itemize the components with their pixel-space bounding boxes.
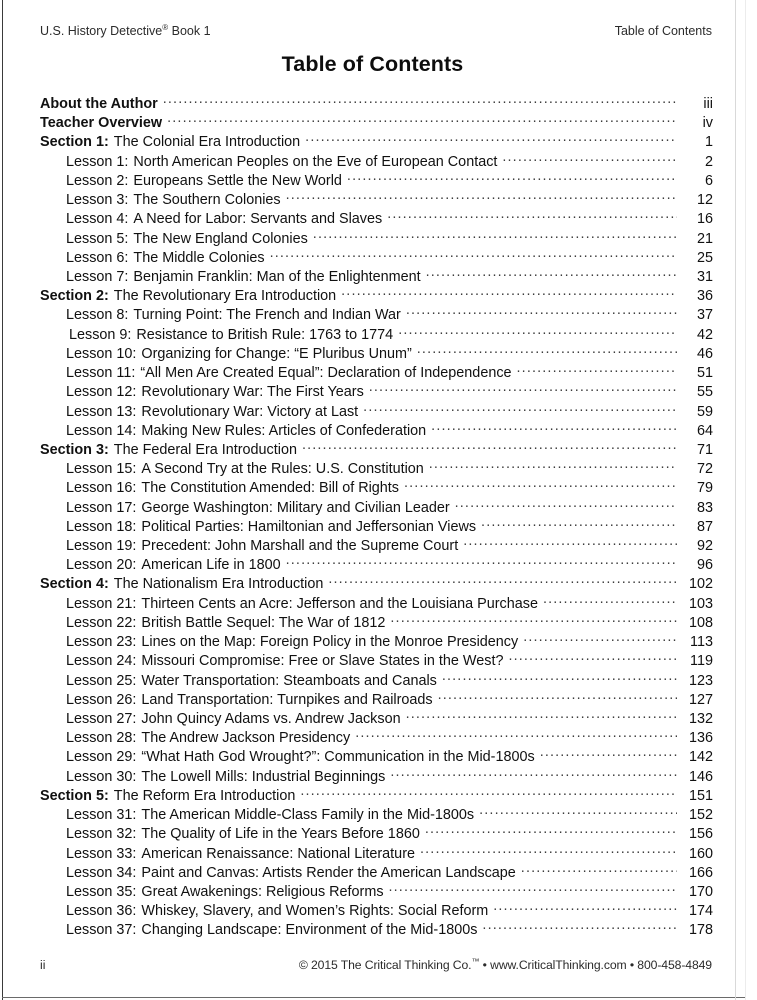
toc-entry-label	[40, 730, 353, 746]
toc-entry-title: George Washington: Military and Civilian Leader	[141, 499, 450, 516]
toc-entry[interactable]	[40, 671, 713, 690]
toc-entry-page-number: 92	[696, 538, 713, 555]
toc-entry-title: Paint and Canvas: Artists Render the American Landscape	[141, 864, 516, 881]
toc-dot-leader	[286, 555, 677, 569]
toc-entry-title: Revolutionary War: Victory at Last	[141, 403, 359, 420]
toc-entry-title: The Colonial Era Introduction	[113, 134, 301, 151]
toc-entry-title: The Middle Colonies	[133, 249, 265, 266]
toc-entry-title: The Nationalism Era Introduction	[113, 576, 324, 593]
toc-entry[interactable]	[40, 382, 713, 401]
toc-entry[interactable]	[40, 882, 713, 901]
toc-entry-label	[40, 154, 500, 170]
toc-entry[interactable]	[40, 325, 713, 344]
toc-entry-title: A Need for Labor: Servants and Slaves	[133, 211, 383, 228]
toc-entry-title: Thirteen Cents an Acre: Jefferson and the Louisiana Purchase	[141, 595, 538, 612]
toc-entry-label	[40, 634, 521, 650]
toc-dot-leader	[517, 363, 677, 377]
toc-entry-title: British Battle Sequel: The War of 1812	[141, 614, 386, 631]
toc-entry[interactable]	[40, 248, 713, 267]
toc-entry-label	[40, 134, 303, 150]
toc-dot-leader	[429, 459, 677, 473]
toc-entry-lead: Lesson 15:	[66, 461, 137, 478]
toc-entry-page-number: 72	[696, 461, 713, 478]
book-number-text: Book 1	[168, 24, 211, 38]
toc-entry-lead: Lesson 36:	[66, 903, 137, 920]
toc-entry-title: Lines on the Map: Foreign Policy in the Monroe Presidency	[141, 634, 519, 651]
toc-entry-title: The New England Colonies	[133, 230, 308, 247]
toc-dot-leader	[442, 671, 677, 685]
toc-dot-leader	[390, 613, 677, 627]
toc-entry[interactable]	[40, 152, 713, 171]
toc-dot-leader	[426, 267, 677, 281]
toc-entry[interactable]	[40, 863, 713, 882]
toc-entry-label	[40, 596, 541, 612]
toc-entry-title: “What Hath God Wrought?”: Communication in the Mid-1800s	[141, 749, 535, 766]
toc-dot-leader	[404, 478, 677, 492]
toc-dot-leader	[508, 651, 677, 665]
toc-entry-page-number: 36	[696, 288, 713, 305]
toc-entry-label	[40, 327, 396, 343]
toc-entry-lead: Lesson 10:	[66, 345, 137, 362]
toc-entry-page-number: 55	[696, 384, 713, 401]
toc-dot-leader	[523, 632, 677, 646]
toc-entry-lead: Lesson 17:	[66, 499, 137, 516]
toc-entry-label	[40, 211, 385, 227]
toc-entry-label	[40, 346, 415, 362]
toc-entry-lead: Lesson 21:	[66, 595, 137, 612]
toc-entry-label	[40, 807, 477, 823]
toc-entry[interactable]	[40, 651, 713, 670]
toc-entry-lead: Lesson 27:	[66, 711, 137, 727]
copyright-contact-text: • www.CriticalThinking.com • 800-458-4849	[479, 958, 712, 972]
toc-entry[interactable]	[40, 459, 713, 478]
toc-entry[interactable]	[40, 209, 713, 228]
toc-entry[interactable]	[40, 728, 713, 747]
toc-entry-lead: Lesson 30:	[66, 768, 137, 785]
toc-entry-page-number: 156	[688, 826, 713, 843]
toc-dot-leader	[167, 113, 677, 127]
toc-dot-leader	[313, 229, 677, 243]
toc-entry-label	[40, 826, 423, 842]
toc-entry-label	[40, 711, 404, 727]
toc-dot-leader	[398, 325, 677, 339]
toc-entry-page-number: 2	[704, 153, 713, 170]
running-header-book-title	[40, 23, 211, 39]
toc-entry-page-number: 96	[696, 557, 713, 574]
toc-entry[interactable]	[40, 94, 713, 113]
toc-entry-title: Europeans Settle the New World	[133, 172, 342, 189]
toc-entry-lead: Lesson 26:	[66, 691, 137, 708]
toc-dot-leader	[481, 517, 677, 531]
toc-dot-leader	[455, 498, 677, 512]
toc-dot-leader	[406, 305, 677, 319]
toc-dot-leader	[347, 171, 677, 185]
toc-dot-leader	[482, 920, 677, 934]
toc-entry[interactable]	[40, 344, 713, 363]
toc-entry[interactable]	[40, 786, 713, 805]
toc-entry-label	[40, 423, 429, 439]
toc-entry[interactable]	[40, 402, 713, 421]
toc-entry-page-number: 21	[696, 230, 713, 247]
toc-entry-label	[40, 788, 298, 804]
toc-entry-page-number: 31	[696, 268, 713, 285]
toc-entry-page-number: 83	[696, 499, 713, 516]
toc-entry-title: Water Transportation: Steamboats and Canals	[141, 672, 437, 689]
toc-entry-lead: Lesson 4:	[66, 211, 129, 228]
toc-entry-label	[40, 269, 424, 285]
toc-entry[interactable]	[40, 363, 713, 382]
toc-entry-page-number: 16	[696, 211, 713, 228]
toc-entry-lead: Lesson 19:	[66, 538, 137, 555]
toc-entry-title: The Federal Era Introduction	[113, 441, 297, 458]
toc-entry-label	[40, 846, 418, 862]
toc-entry-page-number: 151	[688, 787, 713, 804]
toc-entry-title: A Second Try at the Rules: U.S. Constitution	[141, 461, 424, 478]
toc-entry[interactable]	[40, 747, 713, 766]
toc-entry-label	[40, 192, 284, 208]
toc-entry-title: Making New Rules: Articles of Confederation	[141, 422, 427, 439]
book-title-text: U.S. History Detective	[40, 24, 163, 38]
toc-entry-title: The Revolutionary Era Introduction	[113, 288, 337, 305]
toc-entry-title: North American Peoples on the Eve of European Contact	[133, 153, 498, 170]
toc-entry-lead: Lesson 29:	[66, 749, 137, 766]
toc-entry-title: “All Men Are Created Equal”: Declaration of Independence	[140, 365, 512, 382]
toc-entry-title: The American Middle-Class Family in the Mid-1800s	[141, 807, 475, 824]
page-edge-right-outer	[745, 0, 746, 1000]
toc-entry-label	[40, 480, 402, 496]
toc-entry-title: Resistance to British Rule: 1763 to 1774	[136, 326, 394, 343]
toc-entry-page-number: 142	[688, 749, 713, 766]
toc-dot-leader	[355, 728, 677, 742]
toc-entry-page-number: 178	[688, 922, 713, 939]
toc-entry[interactable]	[40, 920, 713, 939]
toc-entry-page-number: 146	[688, 768, 713, 785]
toc-entry-title: Political Parties: Hamiltonian and Jeffersonian Views	[141, 518, 477, 535]
toc-entry-page-number: 174	[688, 903, 713, 920]
toc-entry-title: Land Transportation: Turnpikes and Railroads	[141, 691, 433, 708]
toc-entry-title: Revolutionary War: The First Years	[141, 384, 364, 401]
toc-entry[interactable]	[40, 267, 713, 286]
toc-entry-lead: Lesson 28:	[66, 730, 137, 747]
toc-entry-label	[40, 442, 300, 458]
toc-dot-leader	[389, 882, 677, 896]
toc-entry[interactable]	[40, 190, 713, 209]
toc-dot-leader	[302, 440, 677, 454]
toc-entry-lead: Lesson 5:	[66, 230, 129, 247]
toc-entry-lead: Lesson 20:	[66, 557, 137, 574]
toc-entry-label	[40, 557, 284, 573]
toc-entry-page-number: 71	[696, 441, 713, 458]
toc-entry-label	[40, 538, 461, 554]
toc-entry-page-number: 51	[696, 365, 713, 382]
table-of-contents-list	[40, 94, 713, 940]
toc-entry[interactable]	[40, 536, 713, 555]
toc-entry-page-number: 119	[690, 653, 713, 670]
toc-entry-label	[40, 500, 453, 516]
toc-entry-page-number: iii	[703, 96, 713, 112]
toc-dot-leader	[305, 132, 677, 146]
toc-entry[interactable]	[40, 690, 713, 709]
toc-entry[interactable]	[40, 478, 713, 497]
toc-entry[interactable]	[40, 555, 713, 574]
toc-entry-page-number: iv	[702, 115, 713, 132]
toc-dot-leader	[417, 344, 677, 358]
toc-entry-page-number: 59	[696, 403, 713, 420]
toc-entry-page-number: 136	[688, 730, 713, 747]
toc-entry-label	[40, 519, 479, 535]
footer-copyright	[299, 957, 712, 973]
toc-entry[interactable]	[40, 709, 713, 728]
toc-entry[interactable]	[40, 113, 713, 132]
toc-entry-title: American Renaissance: National Literature	[141, 845, 415, 862]
toc-entry-lead: Lesson 22:	[66, 614, 137, 631]
toc-entry-page-number: 108	[688, 614, 713, 631]
toc-entry-title: Precedent: John Marshall and the Supreme Court	[141, 538, 459, 555]
toc-entry-lead: Section 5:	[40, 787, 109, 804]
toc-entry-title: The Andrew Jackson Presidency	[141, 730, 351, 747]
toc-entry-page-number: 25	[696, 249, 713, 266]
toc-entry-label	[40, 288, 339, 304]
trademark-icon: ™	[471, 956, 480, 966]
toc-entry-label	[40, 749, 538, 765]
toc-dot-leader	[540, 747, 677, 761]
toc-entry-lead: Lesson 32:	[66, 826, 137, 843]
toc-entry-label	[40, 576, 326, 592]
toc-entry-title: Organizing for Change: “E Pluribus Unum”	[141, 345, 412, 362]
toc-entry-title: The Constitution Amended: Bill of Rights	[141, 480, 399, 497]
toc-entry-label	[40, 250, 268, 266]
toc-dot-leader	[369, 382, 677, 396]
toc-entry-page-number: 37	[696, 307, 713, 324]
page-title: Table of Contents	[281, 52, 464, 76]
toc-dot-leader	[363, 402, 677, 416]
toc-dot-leader	[493, 901, 677, 915]
toc-dot-leader	[406, 709, 677, 723]
toc-entry-lead: Section 1:	[40, 134, 109, 151]
toc-entry-lead: Lesson 23:	[66, 634, 137, 651]
toc-entry-lead: Lesson 34:	[66, 864, 137, 881]
toc-dot-leader	[425, 824, 677, 838]
toc-entry-label	[40, 673, 440, 689]
toc-entry[interactable]	[40, 305, 713, 324]
toc-entry-label	[40, 461, 427, 477]
toc-entry-page-number: 6	[704, 172, 713, 189]
toc-entry-label	[40, 404, 361, 420]
toc-entry[interactable]	[40, 132, 713, 151]
toc-entry[interactable]	[40, 498, 713, 517]
toc-entry-title: Great Awakenings: Religious Reforms	[141, 883, 384, 900]
toc-entry-label	[40, 903, 491, 919]
toc-entry[interactable]	[40, 632, 713, 651]
toc-dot-leader	[300, 786, 677, 800]
registered-trademark-icon: ®	[162, 22, 169, 32]
toc-entry-label	[40, 922, 480, 938]
running-header-section-name: Table of Contents	[614, 24, 712, 38]
toc-entry-label	[40, 769, 388, 785]
toc-entry-page-number: 170	[688, 883, 713, 900]
toc-entry[interactable]	[40, 594, 713, 613]
toc-entry-lead: Section 2:	[40, 288, 109, 305]
toc-entry-lead: Lesson 24:	[66, 653, 137, 670]
toc-entry-lead: Lesson 11:	[66, 365, 136, 382]
toc-entry-page-number: 12	[696, 192, 713, 209]
toc-entry-lead: Lesson 12:	[66, 384, 137, 401]
toc-entry[interactable]	[40, 613, 713, 632]
toc-entry-label	[40, 884, 387, 900]
toc-entry-label	[40, 231, 311, 247]
toc-entry-page-number: 102	[688, 576, 713, 593]
toc-entry[interactable]	[40, 767, 713, 786]
footer-page-number: ii	[40, 958, 46, 972]
toc-entry-page-number: 87	[696, 518, 713, 535]
toc-entry-page-number: 1	[704, 134, 713, 151]
toc-dot-leader	[270, 248, 677, 262]
toc-entry-title: The Quality of Life in the Years Before 1860	[141, 826, 420, 843]
toc-dot-leader	[431, 421, 677, 435]
toc-entry-label	[40, 96, 161, 112]
toc-dot-leader	[286, 190, 677, 204]
toc-entry-title: Whiskey, Slavery, and Women’s Rights: Social Reform	[141, 903, 489, 920]
toc-dot-leader	[341, 286, 677, 300]
toc-entry[interactable]	[40, 440, 713, 459]
toc-entry-title: The Reform Era Introduction	[113, 787, 296, 804]
toc-entry[interactable]	[40, 421, 713, 440]
toc-dot-leader	[163, 94, 677, 108]
toc-entry-lead: Lesson 31:	[66, 807, 137, 824]
toc-entry-lead: Lesson 9:	[69, 326, 132, 343]
toc-dot-leader	[479, 805, 677, 819]
toc-entry[interactable]	[40, 844, 713, 863]
toc-entry-label	[40, 384, 367, 400]
toc-entry-page-number: 166	[688, 864, 713, 881]
toc-entry[interactable]	[40, 805, 713, 824]
toc-entry-page-number: 42	[696, 326, 713, 343]
toc-dot-leader	[463, 536, 677, 550]
toc-entry-page-number: 64	[696, 422, 713, 439]
toc-entry-title: About the Author	[40, 96, 158, 112]
toc-entry-label	[40, 653, 506, 669]
toc-entry-label	[40, 865, 519, 881]
toc-entry-lead: Lesson 18:	[66, 518, 137, 535]
toc-entry-label	[40, 307, 404, 323]
toc-entry-label	[40, 615, 388, 631]
toc-entry-label	[40, 115, 165, 131]
toc-entry-lead: Lesson 37:	[66, 922, 137, 939]
toc-entry-title: The Southern Colonies	[133, 192, 281, 209]
toc-entry-label	[40, 173, 345, 189]
toc-entry-lead: Lesson 33:	[66, 845, 137, 862]
toc-entry-lead: Section 3:	[40, 441, 109, 458]
toc-entry-title: Missouri Compromise: Free or Slave States in the West?	[141, 653, 504, 670]
toc-entry-page-number: 113	[690, 634, 713, 651]
copyright-text: © 2015 The Critical Thinking Co.	[298, 958, 472, 972]
toc-entry-title: John Quincy Adams vs. Andrew Jackson	[141, 711, 401, 727]
toc-entry-page-number: 127	[688, 691, 713, 708]
toc-entry-lead: Lesson 3:	[66, 192, 129, 209]
toc-dot-leader	[420, 844, 677, 858]
running-header	[40, 23, 712, 39]
toc-dot-leader	[328, 574, 677, 588]
toc-entry-lead: Lesson 25:	[66, 672, 137, 689]
toc-dot-leader	[521, 863, 677, 877]
toc-entry-lead: Lesson 2:	[66, 172, 129, 189]
toc-entry-lead: Lesson 16:	[66, 480, 137, 497]
toc-dot-leader	[390, 767, 677, 781]
toc-entry-lead: Lesson 1:	[66, 153, 129, 170]
toc-dot-leader	[502, 152, 677, 166]
toc-entry[interactable]	[40, 286, 713, 305]
toc-dot-leader	[438, 690, 677, 704]
toc-entry-title: American Life in 1800	[141, 557, 281, 574]
toc-entry-lead: Section 4:	[40, 576, 109, 593]
toc-entry-title: Teacher Overview	[40, 115, 163, 132]
toc-entry[interactable]	[40, 229, 713, 248]
toc-entry-page-number: 103	[688, 595, 713, 612]
toc-entry-lead: Lesson 6:	[66, 249, 129, 266]
toc-entry-page-number: 123	[688, 672, 713, 689]
page-footer	[40, 957, 712, 973]
toc-entry-page-number: 79	[696, 480, 713, 497]
toc-entry-lead: Lesson 7:	[66, 268, 129, 285]
toc-entry-page-number: 160	[688, 845, 713, 862]
toc-entry-lead: Lesson 13:	[66, 403, 137, 420]
toc-dot-leader	[387, 209, 677, 223]
toc-entry-label	[40, 365, 515, 381]
toc-entry[interactable]	[40, 171, 713, 190]
toc-entry-page-number: 46	[696, 345, 713, 362]
toc-entry-page-number: 152	[688, 807, 713, 824]
toc-entry-lead: Lesson 35:	[66, 883, 137, 900]
toc-entry-lead: Lesson 14:	[66, 422, 137, 439]
toc-entry[interactable]	[40, 824, 713, 843]
toc-entry[interactable]	[40, 901, 713, 920]
toc-entry[interactable]	[40, 574, 713, 593]
toc-entry-title: The Lowell Mills: Industrial Beginnings	[141, 768, 386, 785]
toc-entry-page-number: 132	[688, 711, 713, 727]
toc-entry-lead: Lesson 8:	[66, 307, 129, 324]
toc-entry[interactable]	[40, 517, 713, 536]
toc-entry-title: Benjamin Franklin: Man of the Enlightenment	[133, 268, 421, 285]
toc-dot-leader	[543, 594, 677, 608]
toc-entry-title: Turning Point: The French and Indian War	[133, 307, 401, 324]
toc-entry-label	[40, 692, 436, 708]
toc-entry-title: Changing Landscape: Environment of the Mid-1800s	[141, 922, 478, 939]
